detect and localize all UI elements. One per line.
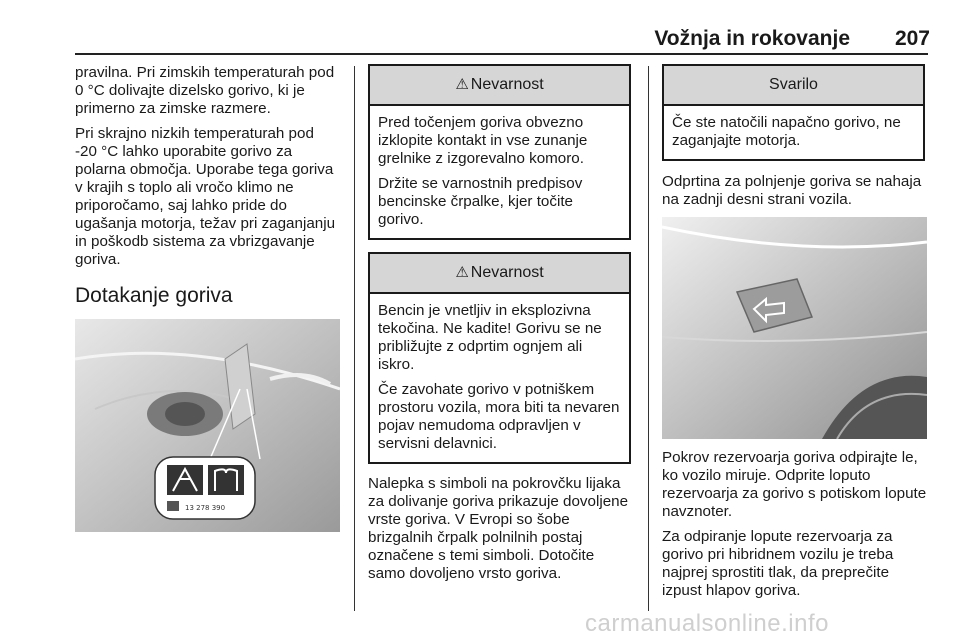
section-heading: Dotakanje goriva: [75, 284, 233, 307]
paragraph: Bencin je vnetljiv in eksplozivna tekočina. Ne kadite! Gorivu se ne približujte z odprtim ognjem ali iskro.: [378, 302, 602, 373]
danger-box: [368, 64, 631, 240]
page-number: 207: [894, 27, 930, 50]
column-divider: [354, 66, 355, 611]
caution-box-title: Svarilo: [769, 76, 818, 93]
paragraph: Če ste natočili napačno gorivo, ne zaganjajte motorja.: [672, 114, 901, 149]
figure-code: 13 278 390: [185, 504, 226, 512]
column-divider: [648, 66, 649, 611]
paragraph: pravilna. Pri zimskih temperaturah pod 0 °C dolivajte dizelsko gorivo, ki je primerno za zimske razmere.: [75, 64, 335, 117]
fuel-filler-flap-figure: [75, 319, 340, 532]
danger-box-header: [370, 66, 629, 106]
watermark: carmanualsonline.info: [585, 610, 829, 637]
danger-box-header: [370, 254, 629, 294]
paragraph: Držite se varnostnih predpisov bencinske črpalke, kjer točite gorivo.: [378, 175, 583, 228]
column-middle: [368, 64, 633, 590]
fuel-flap-location-figure: [662, 217, 927, 439]
caution-box: [662, 64, 925, 161]
caution-box-header: [664, 66, 923, 106]
paragraph: Odprtina za polnjenje goriva se nahaja na zadnji desni strani vozila.: [662, 173, 922, 208]
warning-triangle-icon: ⚠: [455, 76, 469, 93]
warning-triangle-icon: ⚠: [455, 264, 469, 281]
danger-box: [368, 252, 631, 464]
header-rule: [75, 53, 928, 55]
column-left: [75, 64, 340, 542]
paragraph: Za odpiranje lopute rezervoarja za gorivo pri hibridnem vozilu je treba najprej sprostiti tlak, da preprečite izpust hlapov goriva.: [662, 528, 894, 599]
danger-box-title: Nevarnost: [470, 264, 544, 281]
paragraph: Pokrov rezervoarja goriva odpirajte le, ko vozilo miruje. Odprite loputo rezervoarja za gorivo s potiskom lopute navznoter.: [662, 449, 927, 520]
header-title: Vožnja in rokovanje: [654, 27, 850, 50]
paragraph: Nalepka s simboli na pokrovčku lijaka za dolivanje goriva prikazuje dovoljene vrste goriva. V Evropi so šobe brizgalnih črpalk polnilnih postaj označene s temi simboli. Dotočite samo dovoljeno vrsto goriva.: [368, 475, 629, 582]
paragraph: Če zavohate gorivo v potniškem prostoru vozila, mora biti ta nevaren pojav nemudoma odpravljen v servisni delavnici.: [378, 381, 620, 452]
column-right: [662, 64, 927, 607]
paragraph: Pri skrajno nizkih temperaturah pod -20 °C lahko uporabite gorivo za polarna območja. Uporabe tega goriva v krajih s toplo ali vročo klimo ne priporočamo, saj lahko pride do ugašanja motorja, težav pri zaganjanju in poškodb sistema za vbrizgavanje goriva.: [75, 125, 336, 268]
danger-box-title: Nevarnost: [470, 76, 544, 93]
paragraph: Pred točenjem goriva obvezno izklopite kontakt in vse zunanje grelnike z izgorevalno komoro.: [378, 114, 588, 167]
